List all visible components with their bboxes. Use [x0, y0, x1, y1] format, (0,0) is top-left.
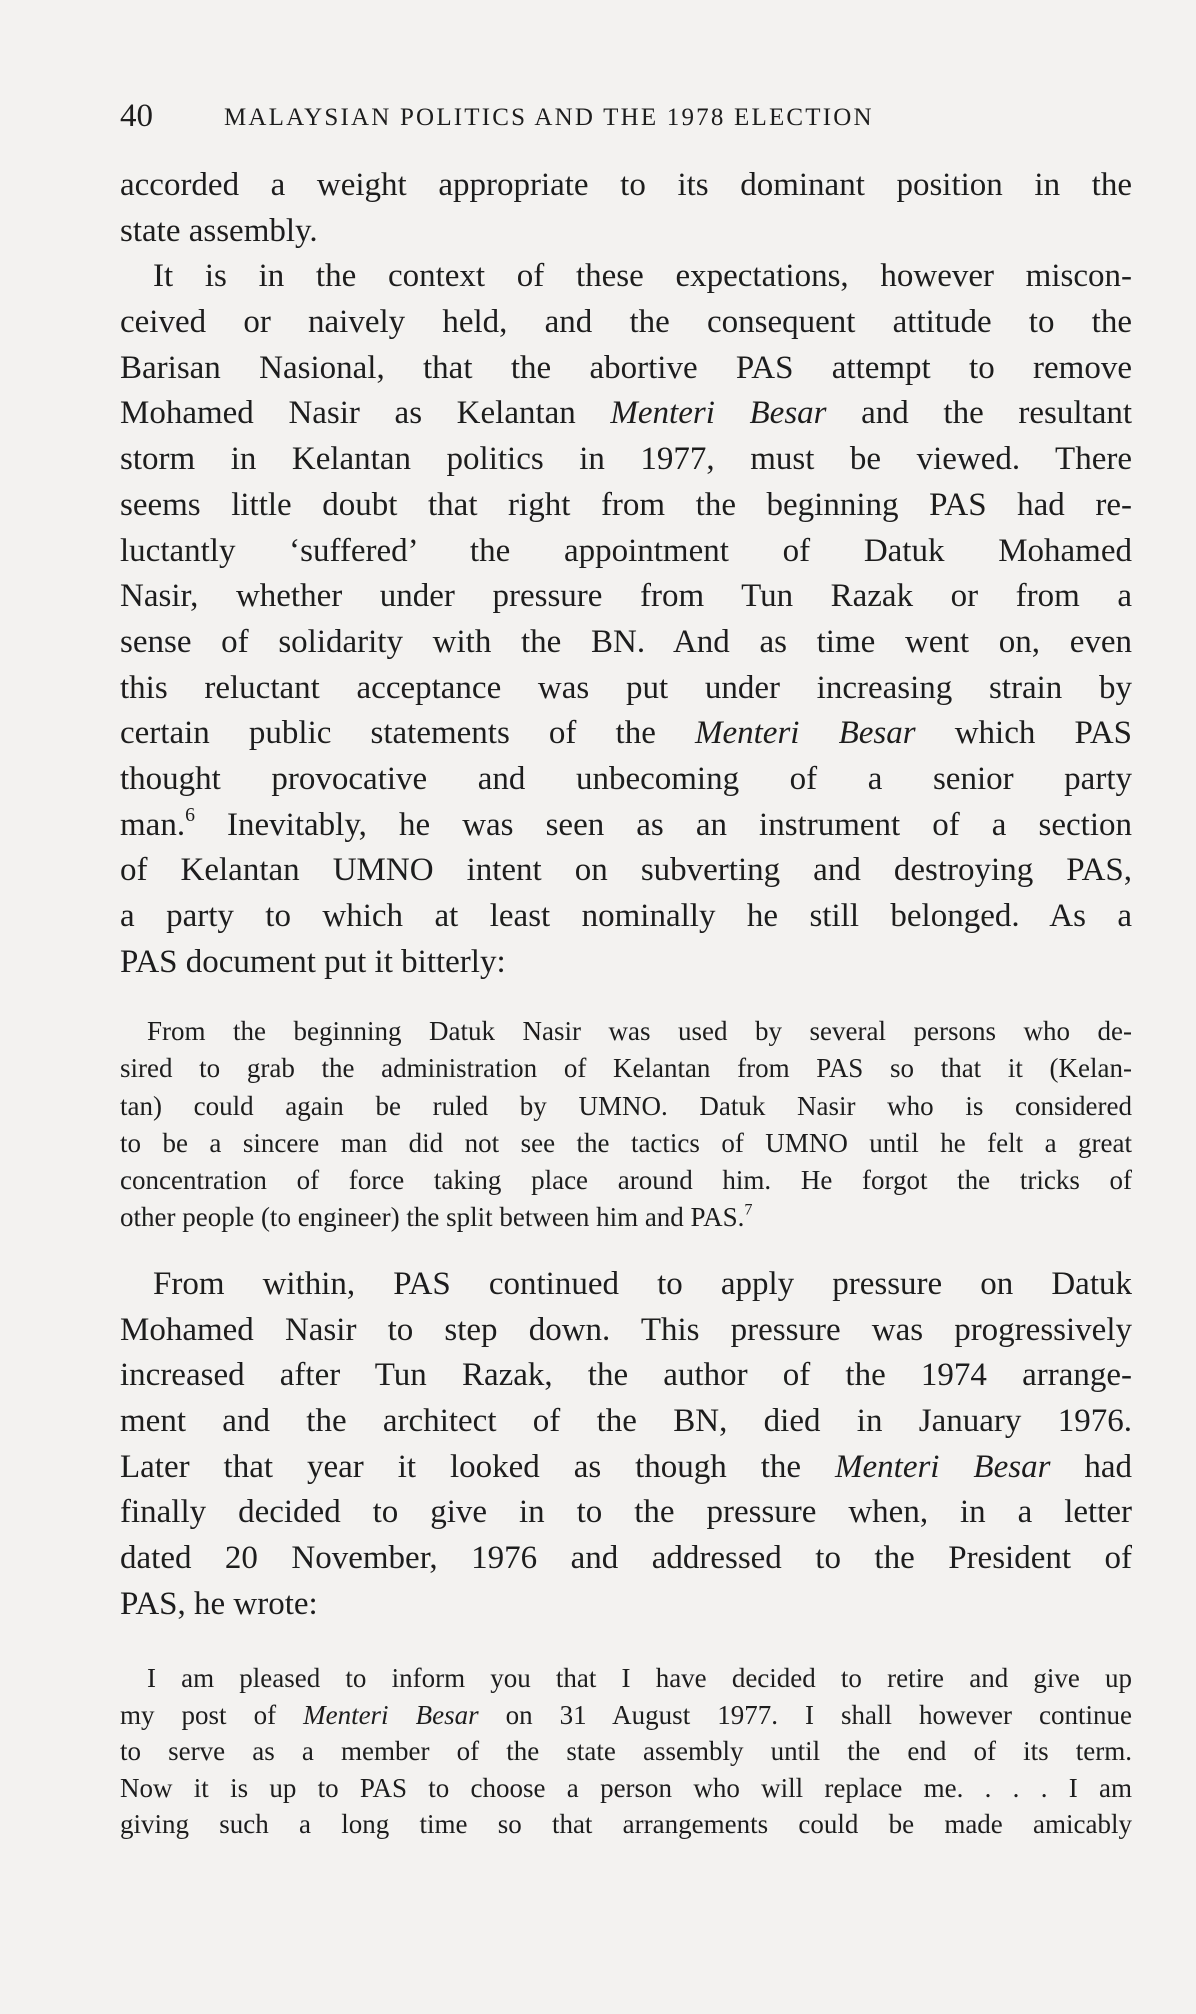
text-segment: my post of — [120, 1699, 304, 1730]
text-segment: PAS document put it bitterly: — [120, 943, 506, 980]
text-line — [120, 620, 1132, 666]
text-segment: Inevitably, he was seen as an instrument of a section — [194, 806, 1132, 843]
text-segment: concentration of force taking place around him. He forgot the tricks of — [120, 1165, 1132, 1196]
text-line — [120, 1445, 1132, 1491]
text-line — [120, 1199, 1132, 1236]
text-line — [120, 1660, 1132, 1697]
text-segment: From the beginning Datuk Nasir was used by several persons who de- — [120, 1016, 1132, 1046]
text-segment: Later that year it looked as though the — [120, 1448, 836, 1485]
text-segment: giving such a long time so that arrangements could be made amicably — [120, 1809, 1132, 1840]
text-line — [120, 437, 1132, 483]
page-number: 40 — [120, 98, 153, 134]
italic-term: Menteri Besar — [695, 715, 916, 752]
italic-term: Menteri Besar — [303, 1699, 479, 1730]
italic-term: Menteri Besar — [835, 1448, 1051, 1485]
text-segment: man. — [120, 806, 186, 843]
text-segment: dated 20 November, 1976 and addressed to the President of — [120, 1540, 1132, 1577]
text-segment: sense of solidarity with the BN. And as time went on, even — [120, 623, 1132, 660]
text-line — [120, 1770, 1132, 1807]
text-segment: storm in Kelantan politics in 1977, must be viewed. There — [120, 441, 1132, 478]
text-line — [120, 940, 1132, 986]
text-line — [120, 254, 1132, 300]
text-segment: luctantly ‘suffered’ the appointment of Datuk Mohamed — [120, 532, 1132, 569]
text-line — [120, 346, 1132, 392]
text-line — [120, 1733, 1132, 1770]
text-line — [120, 894, 1132, 940]
text-segment: increased after Tun Razak, the author of the 1974 arrange- — [120, 1357, 1132, 1394]
text-segment: ceived or naively held, and the consequent attitude to the — [120, 304, 1132, 341]
text-segment: tan) could again be ruled by UMNO. Datuk Nasir who is considered — [120, 1090, 1132, 1121]
text-line — [120, 1162, 1132, 1199]
text-segment: From within, PAS continued to apply pressure on Datuk — [120, 1266, 1132, 1302]
text-segment: It is in the context of these expectations, however miscon- — [120, 258, 1132, 295]
text-segment: thought provocative and unbecoming of a senior party — [120, 760, 1132, 797]
running-header — [120, 98, 1140, 138]
text-segment: I am pleased to inform you that I have decided to retire and give up — [120, 1663, 1132, 1693]
text-segment: accorded a weight appropriate to its dominant position in the — [120, 167, 1132, 203]
text-line — [120, 209, 1132, 255]
text-line — [120, 391, 1132, 437]
block-quote-pas-document — [120, 1013, 1132, 1237]
text-segment: which PAS — [915, 715, 1132, 752]
text-segment: on 31 August 1977. I shall however continue — [478, 1699, 1132, 1730]
text-segment: Now it is up to PAS to choose a person who will replace me. . . . I am — [120, 1772, 1132, 1803]
text-line — [120, 483, 1132, 529]
text-line — [120, 1536, 1132, 1582]
text-line — [120, 1125, 1132, 1162]
text-line — [120, 300, 1132, 346]
italic-term: Menteri Besar — [610, 395, 827, 432]
text-segment: Mohamed Nasir to step down. This pressure was progressively — [120, 1311, 1132, 1348]
text-segment: other people (to engineer) the split between him and PAS. — [120, 1202, 745, 1233]
text-segment: Mohamed Nasir as Kelantan — [120, 395, 611, 432]
text-line — [120, 1088, 1132, 1125]
text-line — [120, 666, 1132, 712]
text-segment: ment and the architect of the BN, died in January 1976. — [120, 1403, 1132, 1440]
text-line — [120, 574, 1132, 620]
text-segment: Barisan Nasional, that the abortive PAS attempt to remove — [120, 349, 1132, 386]
text-segment: finally decided to give in to the pressure when, in a letter — [120, 1494, 1132, 1531]
text-segment: had — [1050, 1448, 1132, 1485]
text-segment: Nasir, whether under pressure from Tun Razak or from a — [120, 578, 1132, 615]
text-line — [120, 1050, 1132, 1087]
text-segment: state assembly. — [120, 212, 318, 249]
text-segment: a party to which at least nominally he still belonged. As a — [120, 898, 1132, 934]
text-segment: seems little doubt that right from the beginning PAS had re- — [120, 486, 1132, 523]
text-segment: to be a sincere man did not see the tactics of UMNO until he felt a great — [120, 1127, 1132, 1158]
text-line — [120, 1308, 1132, 1354]
footnote-marker: 7 — [744, 1201, 753, 1220]
text-line — [120, 757, 1132, 803]
block-quote-letter — [120, 1660, 1132, 1843]
text-line — [120, 1697, 1132, 1734]
text-line — [120, 1806, 1132, 1843]
text-line — [120, 1490, 1132, 1536]
text-segment: PAS, he wrote: — [120, 1585, 318, 1622]
paragraph-context — [120, 163, 1132, 985]
text-line — [120, 711, 1132, 757]
text-line — [120, 1582, 1132, 1628]
text-segment: sired to grab the administration of Kelantan from PAS so that it (Kelan- — [120, 1053, 1132, 1084]
text-line — [120, 529, 1132, 575]
text-segment: to serve as a member of the state assembly until the end of its term. — [120, 1736, 1132, 1767]
text-line — [120, 1013, 1132, 1050]
text-segment: certain public statements of the — [120, 715, 695, 752]
paragraph-pressure — [120, 1262, 1132, 1628]
text-line — [120, 1399, 1132, 1445]
text-segment: this reluctant acceptance was put under increasing strain by — [120, 669, 1132, 706]
footnote-marker: 6 — [185, 803, 195, 826]
text-segment: and the resultant — [826, 395, 1132, 432]
text-line — [120, 803, 1132, 849]
text-segment: of Kelantan UMNO intent on subverting and destroying PAS, — [120, 852, 1132, 889]
text-line — [120, 163, 1132, 209]
text-line — [120, 848, 1132, 894]
text-line — [120, 1353, 1132, 1399]
running-title: MALAYSIAN POLITICS AND THE 1978 ELECTION — [224, 104, 874, 131]
text-line — [120, 1262, 1132, 1308]
